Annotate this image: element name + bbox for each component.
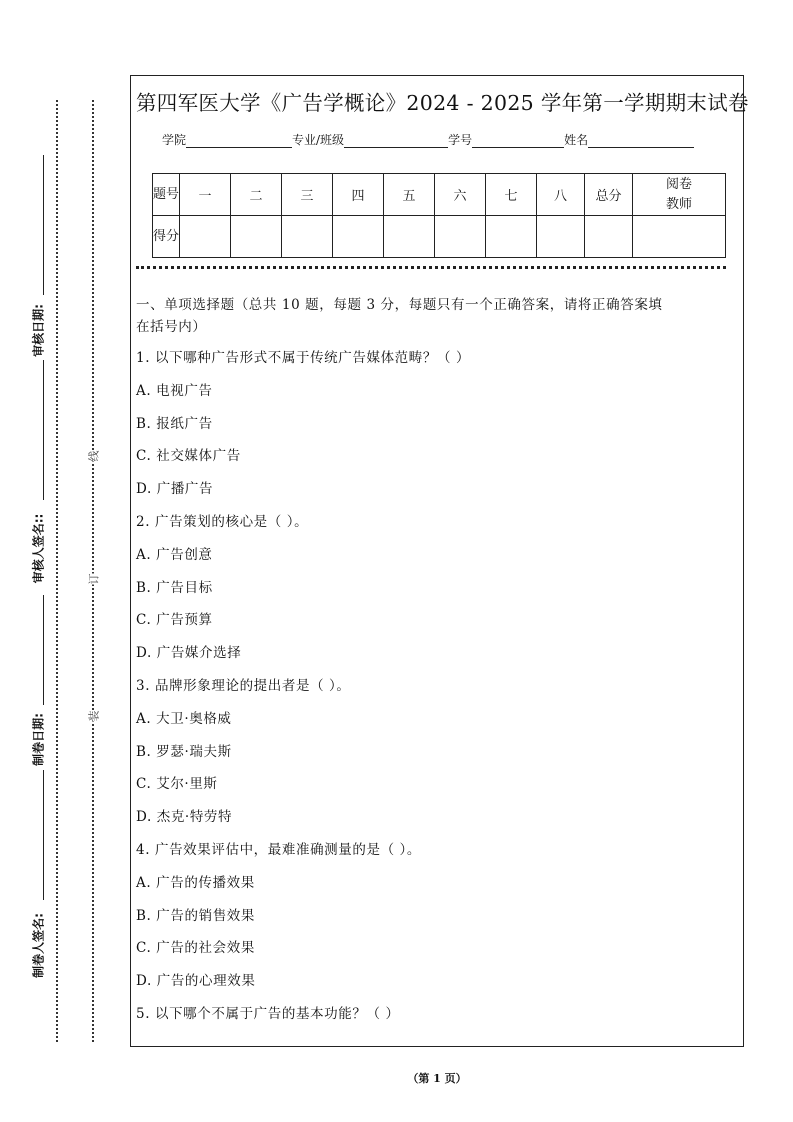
answer-option: B. 报纸广告 [136,415,213,432]
answer-option: A. 电视广告 [136,382,213,399]
review-date-label: 审核日期: [31,304,46,357]
major-class-label: 专业/班级 [292,133,345,147]
answer-option: C. 广告的社会效果 [136,940,255,957]
maker-sign-label: 制卷人签名: [31,913,46,978]
answer-option: A. 广告创意 [136,546,213,563]
section-heading-cont: 在括号内） [136,319,207,335]
question-stem: 1. 以下哪种广告形式不属于传统广告媒体范畴？（ ） [136,350,471,366]
review-date-line [43,155,44,295]
answer-option: B. 广告的销售效果 [136,907,256,924]
binding-char-line: 线 [87,450,101,462]
score-table-header-row [153,174,726,216]
binding-char-bind: 装 [87,710,101,722]
dotted-separator [136,266,726,269]
answer-option: D. 广告媒介选择 [136,645,242,662]
answer-option: B. 罗瑟·瑞夫斯 [136,743,232,760]
binding-dotted-line-inner [92,100,94,1042]
exam-title: 第四军医大学《广告学概论》2024 - 2025 学年第一学期期末试卷 [136,91,749,115]
score-cell[interactable] [585,216,633,258]
make-date-label: 制卷日期: [31,713,46,766]
score-cell[interactable] [333,216,384,258]
answer-option: D. 广播广告 [136,481,214,498]
answer-option: B. 广告目标 [136,579,213,596]
header-cell: 总分 [585,174,633,216]
header-cell: 题号 [153,174,180,216]
header-cell: 八 [537,174,585,216]
question-stem: 4. 广告效果评估中，最难准确测量的是（ ）。 [136,842,422,858]
score-cell[interactable] [537,216,585,258]
answer-option: C. 社交媒体广告 [136,448,241,465]
score-cell[interactable] [633,216,726,258]
binding-dotted-line-outer [56,100,58,1042]
college-field[interactable] [186,133,292,148]
question-stem: 3. 品牌形象理论的提出者是（ ）。 [136,678,351,694]
question-stem: 5. 以下哪个不属于广告的基本功能？（ ） [136,1006,400,1022]
answer-option: A. 大卫·奥格威 [136,710,232,727]
header-cell: 六 [435,174,486,216]
name-label: 姓名 [564,133,589,147]
score-table [152,173,726,258]
maker-sign-line [43,770,44,900]
answer-option: D. 杰克·特劳特 [136,809,233,826]
header-cell: 三 [282,174,333,216]
answer-option: C. 广告预算 [136,612,213,629]
student-id-field[interactable] [472,133,564,148]
student-id-label: 学号 [448,133,473,147]
page-footer: （第 1 页） [407,1072,467,1085]
question-stem: 2. 广告策划的核心是（ ）。 [136,514,309,530]
binding-char-staple: 订 [87,573,101,585]
score-cell[interactable] [282,216,333,258]
answer-option: A. 广告的传播效果 [136,874,255,891]
reviewer-sign-label: 审核人签名:: [31,513,46,584]
score-cell[interactable] [231,216,282,258]
reviewer-sign-line [43,360,44,500]
section-heading: 一、单项选择题（总共 10 题，每题 3 分，每题只有一个正确答案，请将正确答案填 [136,297,663,313]
answer-option: C. 艾尔·里斯 [136,776,218,793]
header-cell: 二 [231,174,282,216]
header-cell: 五 [384,174,435,216]
score-row-label: 得分 [153,216,180,258]
score-table-score-row [153,216,726,258]
student-info-fields [162,131,694,148]
score-cell[interactable] [384,216,435,258]
score-cell[interactable] [435,216,486,258]
header-cell: 一 [180,174,231,216]
make-date-line [43,595,44,705]
name-field[interactable] [588,133,694,148]
answer-option: D. 广告的心理效果 [136,973,256,990]
header-cell: 四 [333,174,384,216]
header-cell: 七 [486,174,537,216]
college-label: 学院 [162,133,187,147]
score-cell[interactable] [486,216,537,258]
header-cell: 阅卷教师 [633,174,726,216]
score-cell[interactable] [180,216,231,258]
major-class-field[interactable] [344,133,448,148]
